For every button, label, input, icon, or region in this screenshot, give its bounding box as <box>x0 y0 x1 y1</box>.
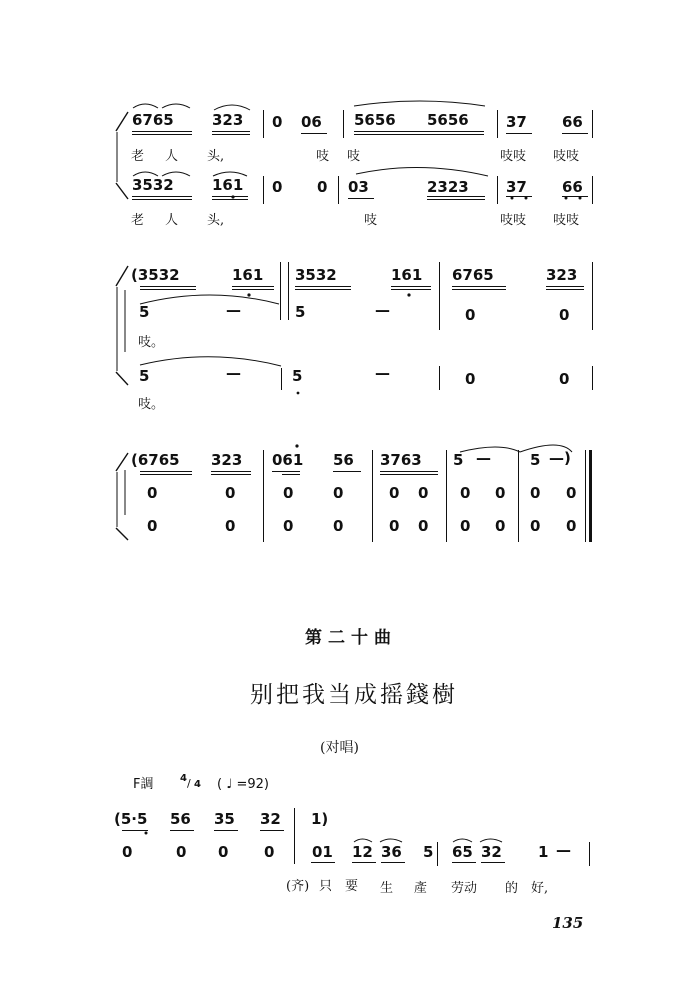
note-group: 6765 <box>452 266 494 284</box>
rest: 0 <box>389 517 400 535</box>
lyric: 吱 <box>364 213 378 228</box>
lyric: 吱 <box>347 149 361 164</box>
rest: 0 <box>264 843 275 861</box>
note-group: 1) <box>311 810 329 828</box>
rest: 0 <box>333 517 344 535</box>
rest: 0 <box>495 517 506 535</box>
lyric: 头, <box>207 149 225 164</box>
lyric: 人 <box>165 213 179 228</box>
note-group: 2323 <box>427 178 469 196</box>
note: 5 <box>292 367 303 385</box>
lyric: 吱。 <box>138 397 165 412</box>
key-signature: F調 <box>133 777 154 792</box>
note-group: (3532 <box>131 266 180 284</box>
note-group: 323 <box>212 111 244 129</box>
lyric: 人 <box>165 149 179 164</box>
note-group: 3532 <box>132 176 174 194</box>
piece-number: 第二十曲 <box>305 628 397 648</box>
rest: 0 <box>495 484 506 502</box>
rest: 0 <box>147 517 158 535</box>
dash: — <box>476 449 491 467</box>
note: 0 <box>465 370 476 388</box>
note-group: 56 <box>333 451 354 469</box>
note: 5 <box>139 303 150 321</box>
note-group: (6765 <box>131 451 180 469</box>
dash: — <box>226 301 241 319</box>
lyric: 吱吱 <box>500 213 527 228</box>
time-signature-top: 4 <box>180 773 187 784</box>
note-group: 061 <box>272 451 304 469</box>
rest: 0 <box>418 484 429 502</box>
note: 5 <box>295 303 306 321</box>
time-signature-bottom: 4 <box>194 779 201 790</box>
note: 5 <box>139 367 150 385</box>
lyric: 老 <box>131 149 145 164</box>
note-group: 66 <box>562 178 583 196</box>
rest: 0 <box>460 484 471 502</box>
note-group: 161 <box>212 176 244 194</box>
rest: 0 <box>333 484 344 502</box>
lyric: 要 <box>345 879 359 894</box>
lyric: 吱吱 <box>553 213 580 228</box>
lyric: 老 <box>131 213 145 228</box>
page-number: 135 <box>552 914 584 932</box>
note-group: 161 <box>391 266 423 284</box>
dash: — <box>556 841 571 859</box>
rest: 0 <box>283 484 294 502</box>
dash: —) <box>549 449 571 467</box>
lyric: 吱 <box>316 149 330 164</box>
note-group: 323 <box>546 266 578 284</box>
rest: 0 <box>225 517 236 535</box>
rest: 0 <box>460 517 471 535</box>
rest: 0 <box>176 843 187 861</box>
note: 0 <box>559 370 570 388</box>
note-group: 65 <box>452 843 473 861</box>
rest: 0 <box>566 517 577 535</box>
lyric: 头, <box>207 213 225 228</box>
lyric: 只 <box>319 879 333 894</box>
lyric: 生 <box>380 881 394 896</box>
rest: 0 <box>147 484 158 502</box>
piece-title: 别把我当成摇錢樹 <box>250 682 458 708</box>
lyric: 吱吱 <box>500 149 527 164</box>
note-group: 37 <box>506 113 527 131</box>
piece-subtitle: (对唱) <box>320 740 359 756</box>
note-group: 6765 <box>132 111 174 129</box>
note: 1 <box>538 843 549 861</box>
note-group: 32 <box>481 843 502 861</box>
rest: 0 <box>530 517 541 535</box>
note-group: 01 <box>312 843 333 861</box>
lyric: 的 <box>505 881 519 896</box>
dash: — <box>375 364 390 382</box>
rest: 0 <box>530 484 541 502</box>
note: 0 <box>272 178 283 196</box>
note-group: (5·5 <box>114 810 148 828</box>
tempo-marking: ( ♩ =92) <box>217 777 269 792</box>
lyric: 劳动 <box>451 881 478 896</box>
dash: — <box>226 364 241 382</box>
rest: 0 <box>122 843 133 861</box>
note-group: 32 <box>260 810 281 828</box>
note: 5 <box>423 843 434 861</box>
note: 0 <box>317 178 328 196</box>
note: 5 <box>453 451 464 469</box>
note-group: 36 <box>381 843 402 861</box>
note-group: 03 <box>348 178 369 196</box>
note-group: 12 <box>352 843 373 861</box>
note-group: 323 <box>211 451 243 469</box>
note-group: 06 <box>301 113 322 131</box>
note: 0 <box>272 113 283 131</box>
lyric-prefix: (齐) <box>286 879 310 894</box>
rest: 0 <box>283 517 294 535</box>
note: 5 <box>530 451 541 469</box>
note-group: 5656 <box>427 111 469 129</box>
note-group: 56 <box>170 810 191 828</box>
note-group: 35 <box>214 810 235 828</box>
lyric: 產 <box>414 881 428 896</box>
lyric: 吱吱 <box>553 149 580 164</box>
note-group: 3532 <box>295 266 337 284</box>
dash: — <box>375 301 390 319</box>
rest: 0 <box>225 484 236 502</box>
lyric: 吱。 <box>138 335 165 350</box>
lyric: 好, <box>531 881 549 896</box>
rest: 0 <box>218 843 229 861</box>
note-group: 66 <box>562 113 583 131</box>
note-group: 37 <box>506 178 527 196</box>
rest: 0 <box>389 484 400 502</box>
rest: 0 <box>566 484 577 502</box>
rest: 0 <box>418 517 429 535</box>
note: 0 <box>465 306 476 324</box>
note-group: 5656 <box>354 111 396 129</box>
note: 0 <box>559 306 570 324</box>
note-group: 3763 <box>380 451 422 469</box>
note-group: 161 <box>232 266 264 284</box>
